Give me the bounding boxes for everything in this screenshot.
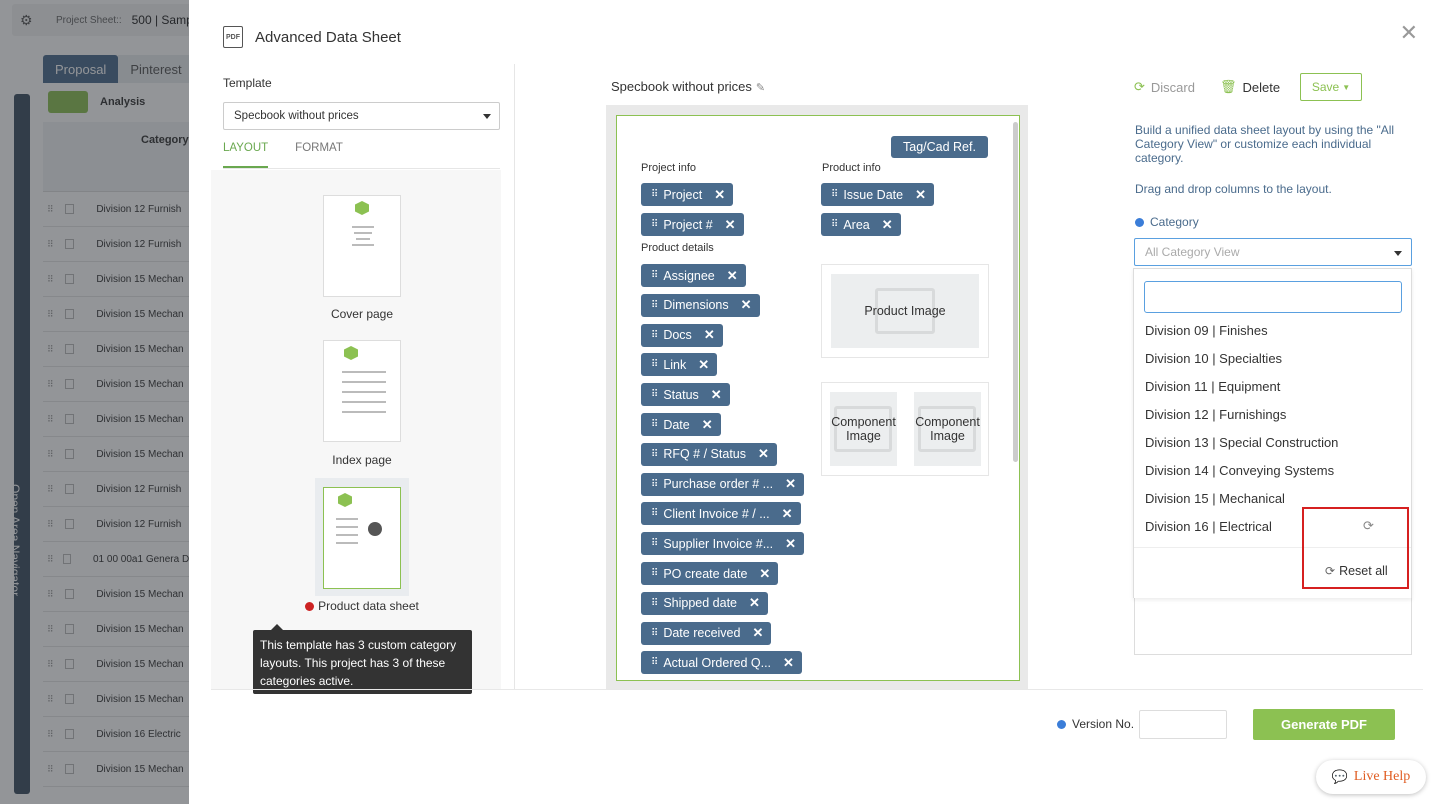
- drag-handle-icon[interactable]: ⠿: [651, 597, 658, 609]
- remove-icon[interactable]: ✕: [749, 595, 760, 611]
- version-label: [1057, 717, 1134, 731]
- template-select[interactable]: [223, 102, 500, 130]
- drag-handle-icon[interactable]: ⠿: [651, 508, 658, 520]
- drag-handle-icon[interactable]: ⠿: [651, 538, 658, 550]
- text-line: [336, 526, 358, 528]
- chip-label: Date received: [663, 626, 741, 641]
- drag-handle-icon[interactable]: ⠿: [831, 189, 838, 200]
- remove-icon[interactable]: ✕: [881, 216, 893, 232]
- category-search-input[interactable]: [1144, 281, 1402, 313]
- product-detail-chip[interactable]: [641, 353, 717, 376]
- product-detail-chip[interactable]: [641, 413, 721, 436]
- live-help-label: Live Help: [1353, 769, 1411, 784]
- project-info-chip[interactable]: [641, 183, 733, 206]
- info-icon: [1057, 720, 1066, 729]
- remove-icon[interactable]: ✕: [698, 356, 710, 372]
- remove-icon[interactable]: ✕: [785, 535, 797, 551]
- highlight-box: [1302, 507, 1409, 589]
- product-info-chip[interactable]: [821, 213, 901, 236]
- component-image-1-label: Component Image: [831, 415, 896, 443]
- category-option[interactable]: Division 10 | Specialties: [1145, 351, 1283, 366]
- chip-label: Date: [663, 417, 690, 432]
- sheet-title-text: Specbook without prices: [611, 79, 752, 94]
- version-label-text: Version No.: [1072, 717, 1135, 731]
- drag-handle-icon[interactable]: ⠿: [651, 568, 658, 579]
- trash-icon: 🗑: [1220, 79, 1237, 94]
- product-detail-chip[interactable]: [641, 324, 723, 347]
- product-detail-chip[interactable]: [641, 562, 778, 585]
- drag-handle-icon[interactable]: ⠿: [831, 219, 838, 230]
- remove-icon[interactable]: ✕: [783, 654, 794, 670]
- cover-page-thumbnail[interactable]: [323, 195, 401, 297]
- category-option[interactable]: Division 16 | Electrical: [1145, 519, 1272, 534]
- component-image-1[interactable]: [830, 392, 897, 466]
- reset-all-label: Reset all: [1339, 564, 1388, 578]
- remove-icon[interactable]: ✕: [726, 267, 738, 283]
- text-line: [336, 534, 358, 536]
- category-option[interactable]: Division 13 | Special Construction: [1145, 435, 1339, 450]
- chip-label: Purchase order # ...: [663, 477, 774, 492]
- product-image-slot[interactable]: [821, 264, 989, 358]
- layout-canvas: [606, 105, 1028, 689]
- divider: [223, 168, 500, 169]
- product-details-label: Product details: [641, 242, 714, 254]
- chip-label: Issue Date: [843, 187, 904, 202]
- chip-label: RFQ # / Status: [663, 447, 746, 462]
- layout-format-tabs: [223, 142, 370, 168]
- tab-layout[interactable]: LAYOUT: [223, 142, 268, 168]
- chip-label: PO create date: [663, 566, 748, 581]
- remove-icon[interactable]: ✕: [703, 327, 715, 343]
- chip-label: Actual Ordered Q...: [663, 655, 772, 670]
- drag-handle-icon[interactable]: ⠿: [651, 389, 658, 401]
- drag-handle-icon[interactable]: ⠿: [651, 270, 658, 281]
- chip-label: Docs: [663, 328, 692, 343]
- remove-icon[interactable]: ✕: [701, 416, 713, 432]
- chip-label: Assignee: [663, 268, 715, 283]
- chip-label: Link: [663, 357, 687, 372]
- save-label: Save: [1311, 80, 1340, 94]
- delete-label: Delete: [1242, 79, 1281, 95]
- refresh-icon[interactable]: ⟳: [1363, 518, 1374, 533]
- drag-handle-icon[interactable]: ⠿: [651, 219, 658, 230]
- product-data-sheet-label: [292, 599, 432, 613]
- remove-icon[interactable]: ✕: [740, 297, 752, 313]
- text-line: [352, 244, 374, 246]
- chip-label: Project #: [663, 217, 713, 232]
- modal-header: [223, 26, 401, 48]
- discard-label: Discard: [1150, 79, 1195, 95]
- remove-icon[interactable]: ✕: [758, 446, 769, 462]
- remove-icon[interactable]: ✕: [714, 186, 726, 202]
- text-line: [336, 542, 358, 544]
- modal-title: Advanced Data Sheet: [255, 28, 401, 46]
- text-line: [352, 226, 374, 228]
- category-label-text: Category: [1150, 215, 1199, 229]
- product-glyph: [368, 522, 382, 536]
- product-detail-chip[interactable]: [641, 473, 804, 496]
- remove-icon[interactable]: ✕: [759, 565, 771, 581]
- refresh-icon: ⟳: [1325, 564, 1336, 578]
- product-detail-chip[interactable]: [641, 294, 760, 317]
- product-info-label: Product info: [822, 162, 881, 174]
- generate-pdf-button[interactable]: Generate PDF: [1253, 709, 1395, 740]
- text-line: [342, 391, 386, 393]
- chip-label: Supplier Invoice #...: [663, 536, 774, 551]
- product-detail-chip[interactable]: [641, 592, 768, 615]
- index-page-thumbnail[interactable]: [323, 340, 401, 442]
- component-image-2-label: Component Image: [915, 415, 980, 443]
- drag-handle-icon[interactable]: ⠿: [651, 478, 658, 490]
- caret-down-icon: [1394, 251, 1402, 256]
- chip-label: Project: [663, 187, 703, 202]
- remove-icon[interactable]: ✕: [785, 476, 797, 492]
- product-data-sheet-thumbnail[interactable]: [323, 487, 401, 589]
- chip-label: Area: [843, 217, 870, 232]
- component-image-2[interactable]: [914, 392, 981, 466]
- product-info-chip[interactable]: [821, 183, 934, 206]
- tab-format[interactable]: FORMAT: [295, 142, 343, 154]
- text-line: [342, 381, 386, 383]
- drag-handle-icon[interactable]: ⠿: [651, 189, 658, 200]
- category-option[interactable]: Division 15 | Mechanical: [1145, 491, 1285, 506]
- divider: [514, 64, 515, 689]
- text-line: [356, 238, 370, 240]
- info-icon: [1135, 218, 1144, 227]
- text-line: [342, 371, 386, 373]
- product-detail-chip[interactable]: [641, 264, 746, 287]
- template-label: Template: [223, 76, 272, 90]
- drag-handle-icon[interactable]: ⠿: [651, 448, 658, 460]
- logo-icon: [355, 201, 369, 215]
- product-detail-chip[interactable]: [641, 532, 804, 555]
- component-image-slot: [821, 382, 989, 476]
- remove-icon[interactable]: ✕: [781, 505, 793, 521]
- chip-label: Status: [663, 387, 699, 402]
- divider: [211, 689, 1423, 690]
- live-help-button[interactable]: [1316, 760, 1426, 794]
- version-input[interactable]: [1139, 710, 1227, 739]
- template-select-value: Specbook without prices: [234, 110, 359, 122]
- chat-icon: 💬: [1331, 769, 1348, 784]
- refresh-icon: ⟳: [1134, 79, 1145, 94]
- text-line: [342, 411, 386, 413]
- advanced-data-sheet-modal: [189, 0, 1440, 804]
- save-button[interactable]: [1300, 73, 1362, 101]
- scrollbar[interactable]: [1013, 122, 1018, 462]
- product-image-label: Product Image: [864, 304, 946, 318]
- delete-button[interactable]: [1220, 79, 1280, 95]
- chip-label: Shipped date: [663, 596, 738, 611]
- product-data-sheet-text: Product data sheet: [318, 599, 419, 613]
- drag-handle-icon[interactable]: ⠿: [651, 419, 658, 430]
- page-list: [211, 170, 501, 690]
- layout-page: [616, 115, 1020, 681]
- drag-handle-icon[interactable]: ⠿: [651, 657, 658, 669]
- chip-label: Dimensions: [663, 298, 729, 313]
- category-option[interactable]: Division 09 | Finishes: [1145, 323, 1268, 338]
- category-select-value: All Category View: [1145, 245, 1240, 259]
- logo-icon: [338, 493, 352, 507]
- caret-down-icon: ▼: [1342, 82, 1351, 92]
- caret-down-icon: [483, 114, 491, 119]
- sheet-title[interactable]: [611, 79, 765, 94]
- template-tooltip: This template has 3 custom category layouts. This project has 3 of these categories active.: [253, 630, 472, 694]
- drag-hint: Drag and drop columns to the layout.: [1135, 182, 1332, 196]
- pdf-icon: PDF: [223, 26, 243, 48]
- category-panel: [1134, 598, 1412, 655]
- discard-button[interactable]: [1134, 79, 1195, 95]
- logo-icon: [344, 346, 358, 360]
- remove-icon[interactable]: ✕: [724, 216, 736, 232]
- product-detail-chip[interactable]: [641, 383, 730, 406]
- product-detail-chip[interactable]: [641, 622, 771, 645]
- edit-icon[interactable]: ✎: [755, 82, 766, 94]
- category-option[interactable]: Division 11 | Equipment: [1145, 379, 1281, 394]
- text-line: [342, 401, 386, 403]
- error-icon: [305, 602, 314, 611]
- product-detail-chip[interactable]: [641, 651, 802, 674]
- drag-handle-icon[interactable]: ⠿: [651, 627, 658, 639]
- tag-cad-ref-chip[interactable]: Tag/Cad Ref.: [891, 136, 988, 158]
- layout-description: Build a unified data sheet layout by using the "All Category View" or customize each individual category.: [1135, 123, 1395, 165]
- text-line: [336, 518, 358, 520]
- category-select[interactable]: [1134, 238, 1412, 266]
- chip-label: Client Invoice # / ...: [663, 506, 770, 521]
- drag-handle-icon[interactable]: ⠿: [651, 359, 658, 371]
- drag-handle-icon[interactable]: ⠿: [651, 329, 658, 341]
- cover-page-label: Cover page: [330, 307, 394, 321]
- index-page-label: Index page: [332, 453, 392, 467]
- text-line: [354, 232, 372, 234]
- close-icon[interactable]: ✕: [1399, 20, 1418, 45]
- category-option[interactable]: Division 12 | Furnishings: [1145, 407, 1287, 422]
- product-detail-chip[interactable]: [641, 502, 801, 525]
- drag-handle-icon[interactable]: ⠿: [651, 299, 658, 311]
- product-image-placeholder: [831, 274, 979, 348]
- project-info-label: Project info: [641, 162, 697, 174]
- category-label: [1135, 215, 1199, 229]
- remove-icon[interactable]: ✕: [752, 625, 764, 641]
- remove-icon[interactable]: ✕: [710, 386, 722, 402]
- product-detail-chip[interactable]: [641, 443, 777, 466]
- category-option[interactable]: Division 14 | Conveying Systems: [1145, 463, 1335, 478]
- project-info-chip[interactable]: [641, 213, 744, 236]
- remove-icon[interactable]: ✕: [915, 186, 926, 202]
